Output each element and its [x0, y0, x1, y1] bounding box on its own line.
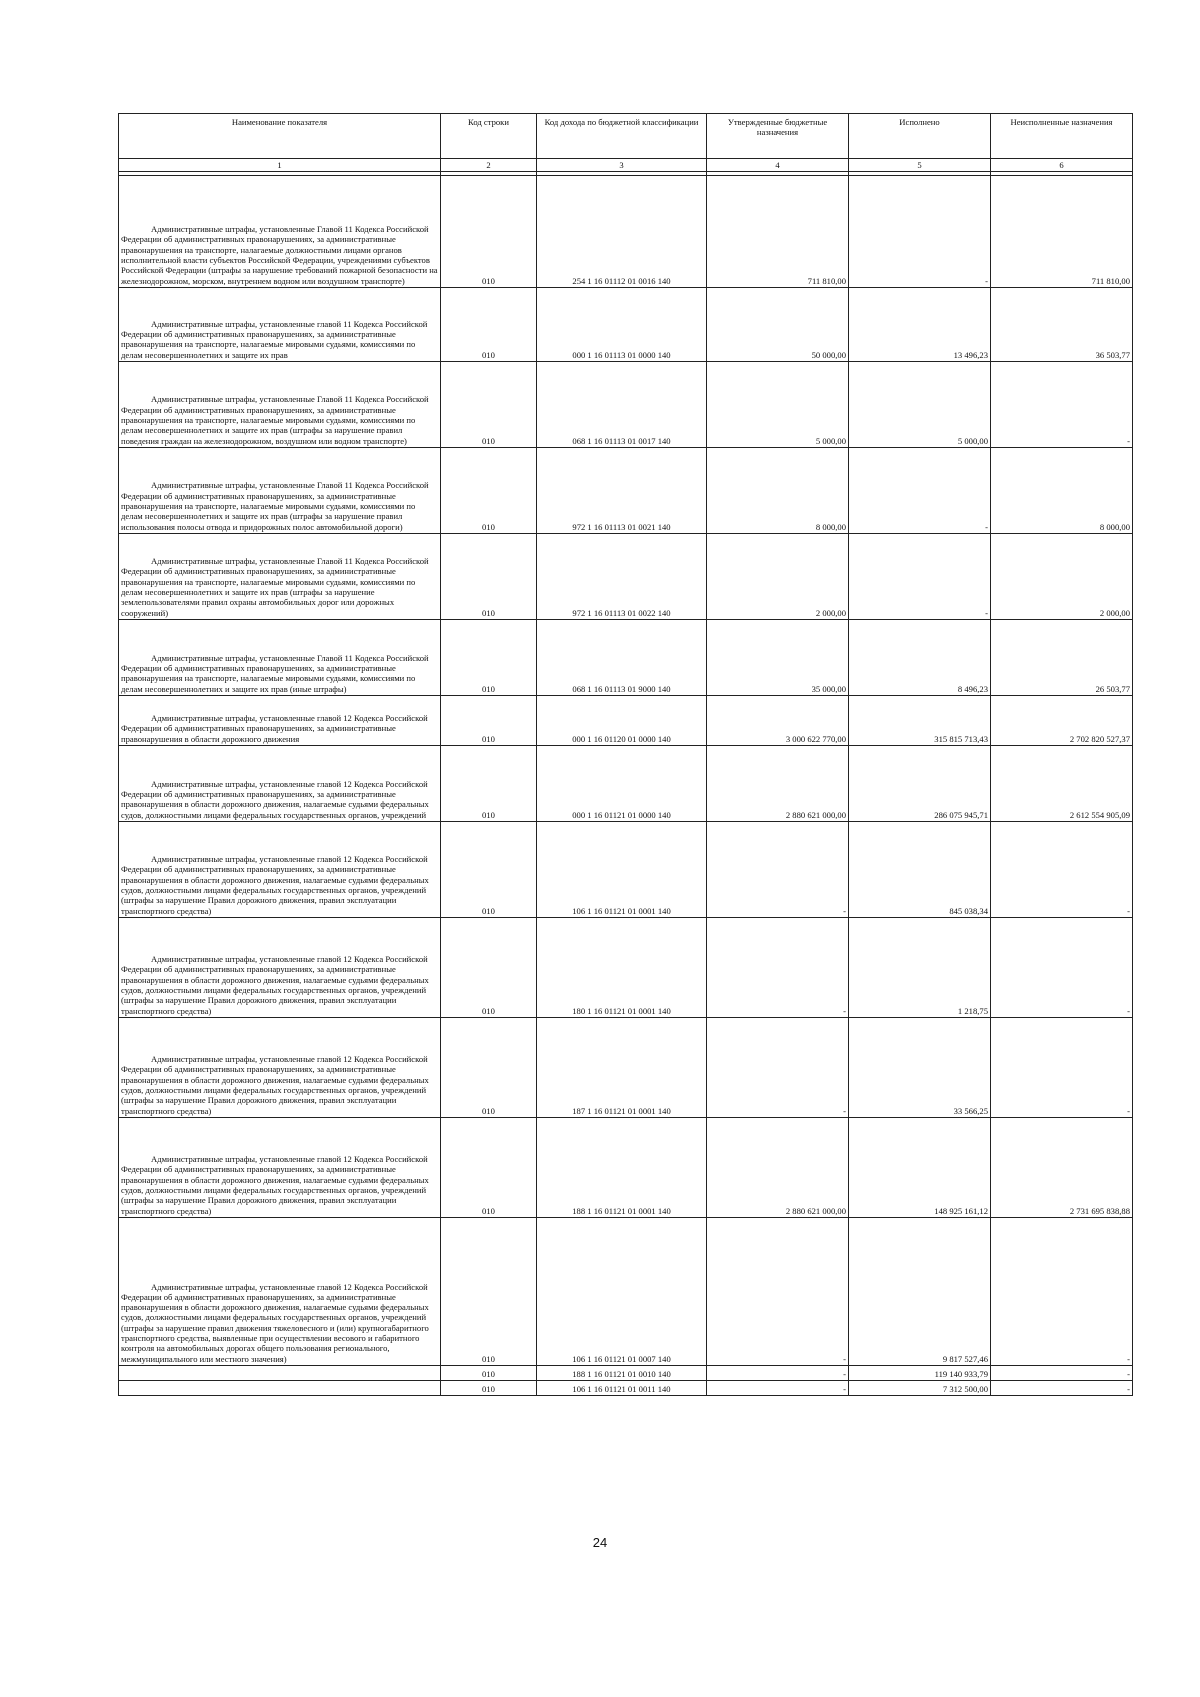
- row-unexecuted: 2 612 554 905,09: [991, 746, 1133, 822]
- row-executed: 315 815 713,43: [849, 696, 991, 746]
- row-indicator-name: [119, 1218, 441, 1366]
- row-unexecuted: 711 810,00: [991, 176, 1133, 288]
- row-indicator-text: Административные штрафы, установленные Главой 11 Кодекса Российской Федерации об административных правонарушениях, за административные правонарушения на транспорте, налагаемые мировыми судьями, комиссиями по делам несовершеннолетних и защите их прав (штрафы за нарушение правил поведения граждан на железнодорожном, воздушном или водном транспорте): [121, 394, 429, 446]
- row-approved: -: [707, 1381, 849, 1396]
- row-executed: 13 496,23: [849, 288, 991, 362]
- row-indicator-text: Административные штрафы, установленные главой 12 Кодекса Российской Федерации об административных правонарушениях, за административные правонарушения в области дорожного движения, налагаемые судьями федеральных судов, должностными лицами федеральных государственных органов, учреждений (штрафы за нарушение Правил дорожного движения, правил эксплуатации транспортного средства): [121, 954, 429, 1016]
- row-income-code: 106 1 16 01121 01 0011 140: [537, 1381, 707, 1396]
- row-unexecuted: -: [991, 1366, 1133, 1381]
- row-income-code: 972 1 16 01113 01 0021 140: [537, 448, 707, 534]
- row-executed: 1 218,75: [849, 918, 991, 1018]
- table-row: [119, 1366, 1133, 1381]
- row-unexecuted: 8 000,00: [991, 448, 1133, 534]
- row-income-code: 000 1 16 01120 01 0000 140: [537, 696, 707, 746]
- row-line-code: 010: [441, 1118, 537, 1218]
- row-approved: -: [707, 1218, 849, 1366]
- row-line-code: 010: [441, 534, 537, 620]
- row-unexecuted: 26 503,77: [991, 620, 1133, 696]
- table-row: [119, 696, 1133, 746]
- row-indicator-name: [119, 696, 441, 746]
- row-income-code: 972 1 16 01113 01 0022 140: [537, 534, 707, 620]
- table-row: [119, 746, 1133, 822]
- row-income-code: 106 1 16 01121 01 0007 140: [537, 1218, 707, 1366]
- row-unexecuted: -: [991, 362, 1133, 448]
- table-row: [119, 288, 1133, 362]
- row-approved: 3 000 622 770,00: [707, 696, 849, 746]
- row-income-code: 188 1 16 01121 01 0010 140: [537, 1366, 707, 1381]
- table-row: [119, 620, 1133, 696]
- row-line-code: 010: [441, 1218, 537, 1366]
- header-income-code: Код дохода по бюджетной классификации: [537, 114, 707, 159]
- row-indicator-name: [119, 176, 441, 288]
- table-row: [119, 918, 1133, 1018]
- row-indicator-text: Административные штрафы, установленные Главой 11 Кодекса Российской Федерации об административных правонарушениях, за административные правонарушения на транспорте, налагаемые мировыми судьями, комиссиями по делам несовершеннолетних и защите их прав (штрафы за нарушение правил использования полосы отвода и придорожных полос автомобильной дороги): [121, 480, 429, 532]
- row-executed: 9 817 527,46: [849, 1218, 991, 1366]
- row-line-code: 010: [441, 176, 537, 288]
- header-row: [119, 114, 1133, 159]
- row-approved: 2 880 621 000,00: [707, 1118, 849, 1218]
- budget-table: [118, 113, 1133, 1396]
- row-approved: 5 000,00: [707, 362, 849, 448]
- row-line-code: 010: [441, 822, 537, 918]
- row-indicator-text: Административные штрафы, установленные главой 12 Кодекса Российской Федерации об административных правонарушениях, за административные правонарушения в области дорожного движения: [121, 713, 428, 744]
- table-row: [119, 1118, 1133, 1218]
- row-indicator-text: Административные штрафы, установленные главой 12 Кодекса Российской Федерации об административных правонарушениях, за административные правонарушения в области дорожного движения, налагаемые судьями федеральных судов, должностными лицами федеральных государственных органов, учреждений (штрафы за нарушение Правил дорожного движения, правил эксплуатации транспортного средства): [121, 1154, 429, 1216]
- row-indicator-name: [119, 620, 441, 696]
- row-approved: 711 810,00: [707, 176, 849, 288]
- row-line-code: 010: [441, 448, 537, 534]
- row-unexecuted: 2 000,00: [991, 534, 1133, 620]
- row-indicator-name: [119, 1018, 441, 1118]
- row-indicator-text: Административные штрафы, установленные главой 12 Кодекса Российской Федерации об административных правонарушениях, за административные правонарушения в области дорожного движения, налагаемые судьями федеральных судов, должностными лицами федеральных государственных органов, учреждений (штрафы за нарушение Правил дорожного движения, правил эксплуатации транспортного средства): [121, 1054, 429, 1116]
- row-line-code: 010: [441, 1381, 537, 1396]
- budget-report-sheet: [118, 113, 1132, 1396]
- column-number: 1: [119, 159, 441, 172]
- row-line-code: 010: [441, 362, 537, 448]
- table-row: [119, 362, 1133, 448]
- row-executed: 148 925 161,12: [849, 1118, 991, 1218]
- row-unexecuted: 2 731 695 838,88: [991, 1118, 1133, 1218]
- row-indicator-text: Административные штрафы, установленные Главой 11 Кодекса Российской Федерации об административных правонарушениях, за административные правонарушения на транспорте, налагаемые должностными лицами органов исполнительной власти субъектов Российской Федерации, учреждениями субъектов Российской Федерации (штрафы за нарушение требований пожарной безопасности на железнодорожном, морском, внутреннем водном или воздушном транспорте): [121, 224, 438, 286]
- row-income-code: 068 1 16 01113 01 9000 140: [537, 620, 707, 696]
- row-unexecuted: -: [991, 1018, 1133, 1118]
- row-unexecuted: -: [991, 918, 1133, 1018]
- column-number: 3: [537, 159, 707, 172]
- column-number: 6: [991, 159, 1133, 172]
- row-income-code: 254 1 16 01112 01 0016 140: [537, 176, 707, 288]
- row-unexecuted: -: [991, 1381, 1133, 1396]
- row-indicator-name: [119, 534, 441, 620]
- row-income-code: 068 1 16 01113 01 0017 140: [537, 362, 707, 448]
- row-indicator-name: [119, 746, 441, 822]
- table-row: [119, 1218, 1133, 1366]
- row-approved: -: [707, 822, 849, 918]
- row-executed: 5 000,00: [849, 362, 991, 448]
- row-indicator-name: [119, 918, 441, 1018]
- table-row: [119, 176, 1133, 288]
- row-line-code: 010: [441, 918, 537, 1018]
- row-executed: 119 140 933,79: [849, 1366, 991, 1381]
- table-row: [119, 1018, 1133, 1118]
- row-line-code: 010: [441, 288, 537, 362]
- header-approved: Утвержденные бюджетные назначения: [707, 114, 849, 159]
- row-executed: 7 312 500,00: [849, 1381, 991, 1396]
- row-indicator-name: [119, 1381, 441, 1396]
- row-indicator-text: Административные штрафы, установленные главой 11 Кодекса Российской Федерации об административных правонарушениях, за административные правонарушения на транспорте, налагаемые мировыми судьями, комиссиями по делам несовершеннолетних и защите их прав: [121, 318, 428, 360]
- row-approved: -: [707, 1366, 849, 1381]
- row-approved: 35 000,00: [707, 620, 849, 696]
- row-income-code: 106 1 16 01121 01 0001 140: [537, 822, 707, 918]
- row-approved: 2 880 621 000,00: [707, 746, 849, 822]
- row-executed: 845 038,34: [849, 822, 991, 918]
- table-row: [119, 822, 1133, 918]
- row-income-code: 188 1 16 01121 01 0001 140: [537, 1118, 707, 1218]
- column-number: 5: [849, 159, 991, 172]
- table-row: [119, 448, 1133, 534]
- row-approved: 50 000,00: [707, 288, 849, 362]
- table-row: [119, 1381, 1133, 1396]
- row-income-code: 000 1 16 01113 01 0000 140: [537, 288, 707, 362]
- table-row: [119, 534, 1133, 620]
- header-indicator-name: Наименование показателя: [119, 114, 441, 159]
- row-approved: 2 000,00: [707, 534, 849, 620]
- column-number-row: [119, 159, 1133, 172]
- column-number: 2: [441, 159, 537, 172]
- row-indicator-text: Административные штрафы, установленные главой 12 Кодекса Российской Федерации об административных правонарушениях, за административные правонарушения в области дорожного движения, налагаемые судьями федеральных судов, должностными лицами федеральных государственных органов, учреждений (штрафы за нарушение правил движения тяжеловесного и (или) крупногабаритного транспортного средства, выявленные при осуществлении весового и габаритного контроля на автомобильных дорогах общего пользования регионального, межмуниципального или местного значения): [121, 1281, 429, 1364]
- row-income-code: 187 1 16 01121 01 0001 140: [537, 1018, 707, 1118]
- row-indicator-name: [119, 362, 441, 448]
- row-executed: -: [849, 534, 991, 620]
- row-approved: -: [707, 918, 849, 1018]
- row-line-code: 010: [441, 746, 537, 822]
- row-unexecuted: 36 503,77: [991, 288, 1133, 362]
- row-unexecuted: -: [991, 822, 1133, 918]
- header-executed: Исполнено: [849, 114, 991, 159]
- row-executed: -: [849, 176, 991, 288]
- row-indicator-text: Административные штрафы, установленные Главой 11 Кодекса Российской Федерации об административных правонарушениях, за административные правонарушения на транспорте, налагаемые мировыми судьями, комиссиями по делам несовершеннолетних и защите их прав (иные штрафы): [121, 652, 429, 694]
- row-income-code: 180 1 16 01121 01 0001 140: [537, 918, 707, 1018]
- row-line-code: 010: [441, 696, 537, 746]
- row-unexecuted: 2 702 820 527,37: [991, 696, 1133, 746]
- row-unexecuted: -: [991, 1218, 1133, 1366]
- row-indicator-name: [119, 1118, 441, 1218]
- table-body: [119, 176, 1133, 1396]
- row-indicator-name: [119, 448, 441, 534]
- row-indicator-name: [119, 288, 441, 362]
- row-income-code: 000 1 16 01121 01 0000 140: [537, 746, 707, 822]
- row-approved: 8 000,00: [707, 448, 849, 534]
- row-executed: 286 075 945,71: [849, 746, 991, 822]
- header-unexecuted: Неисполненные назначения: [991, 114, 1133, 159]
- row-line-code: 010: [441, 620, 537, 696]
- row-indicator-text: Административные штрафы, установленные главой 12 Кодекса Российской Федерации об административных правонарушениях, за административные правонарушения в области дорожного движения, налагаемые судьями федеральных судов, должностными лицами федеральных государственных органов, учреждений (штрафы за нарушение Правил дорожного движения, правил эксплуатации транспортного средства): [121, 854, 429, 916]
- row-approved: -: [707, 1018, 849, 1118]
- row-indicator-text: Административные штрафы, установленные Главой 11 Кодекса Российской Федерации об административных правонарушениях, за административные правонарушения на транспорте, налагаемые мировыми судьями, комиссиями по делам несовершеннолетних и защите их прав (штрафы за нарушение землепользователями правил охраны автомобильных дорог или дорожных сооружений): [121, 556, 429, 618]
- row-executed: 8 496,23: [849, 620, 991, 696]
- row-indicator-name: [119, 1366, 441, 1381]
- row-executed: -: [849, 448, 991, 534]
- row-indicator-name: [119, 822, 441, 918]
- row-indicator-text: Административные штрафы, установленные главой 12 Кодекса Российской Федерации об административных правонарушениях, за административные правонарушения в области дорожного движения, налагаемые судьями федеральных судов, должностными лицами федеральных государственных органов, учреждений: [121, 778, 429, 820]
- page-number: 24: [592, 1535, 608, 1550]
- row-line-code: 010: [441, 1018, 537, 1118]
- header-line-code: Код строки: [441, 114, 537, 159]
- row-line-code: 010: [441, 1366, 537, 1381]
- column-number: 4: [707, 159, 849, 172]
- row-executed: 33 566,25: [849, 1018, 991, 1118]
